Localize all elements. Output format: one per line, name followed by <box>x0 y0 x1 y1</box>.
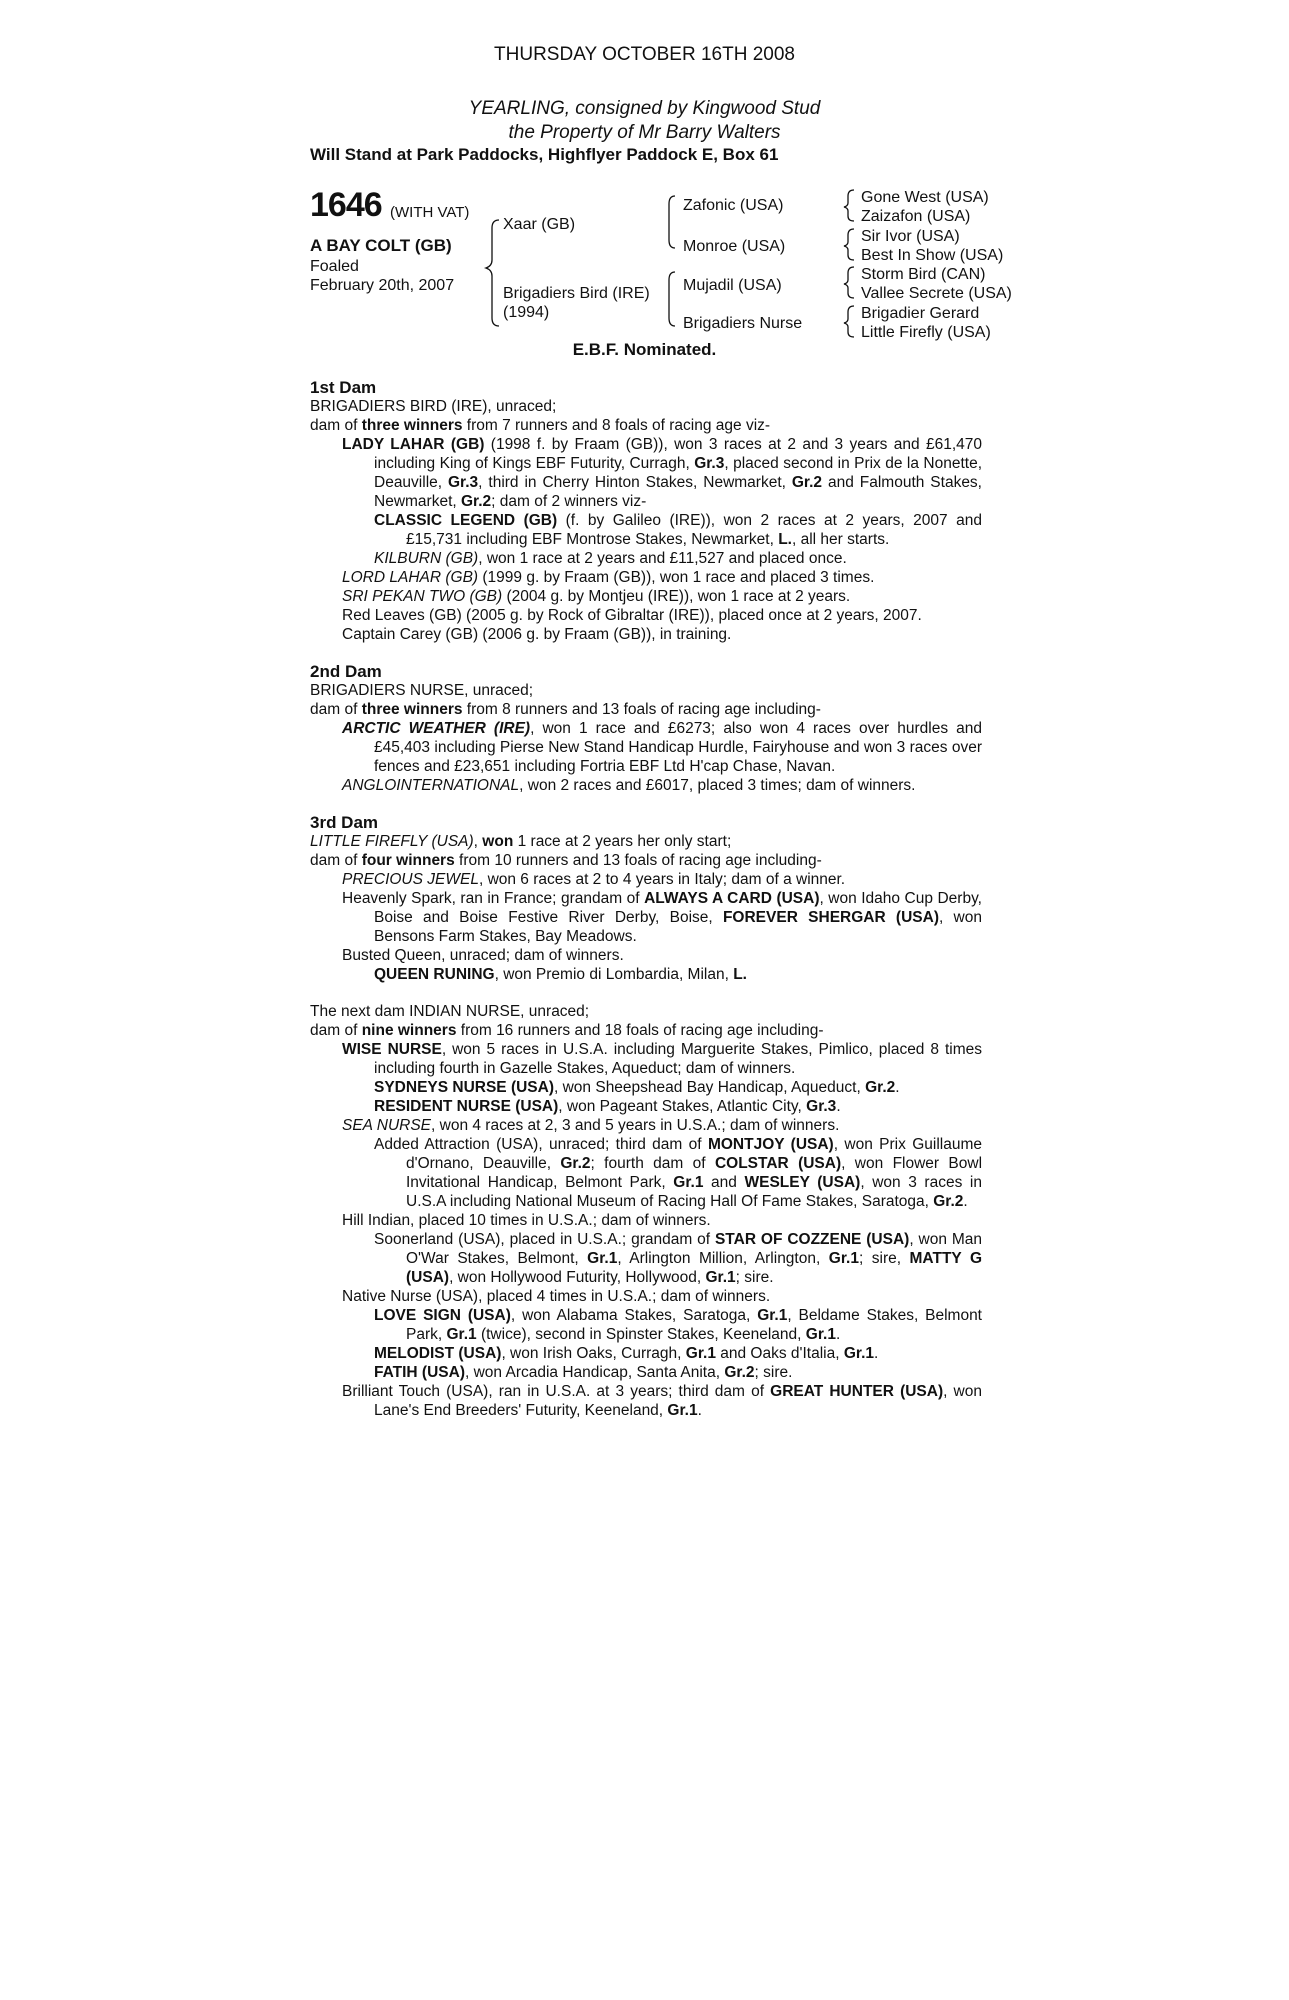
gg-3: Sir Ivor (USA) <box>861 228 960 245</box>
third-dam-heading: 3rd Dam <box>310 813 379 832</box>
vat-note: (WITH VAT) <box>390 204 470 221</box>
produce-entry: Soonerland (USA), placed in U.S.A.; grandam of STAR OF COZZENE (USA), won Man O'War Stakes, Belmont, Gr.1, Arlington Million, Arlington, Gr.1; sire, MATTY G (USA), won Hollywood Futurity, Hollywood, Gr.1; sire. <box>374 1231 983 1286</box>
produce-entry: MELODIST (USA), won Irish Oaks, Curragh, Gr.1 and Oaks d'Italia, Gr.1. <box>374 1345 879 1362</box>
gg-8: Little Firefly (USA) <box>861 324 991 341</box>
produce-entry: Native Nurse (USA), placed 4 times in U.S.A.; dam of winners. <box>342 1288 771 1305</box>
produce-entry: Brilliant Touch (USA), ran in U.S.A. at 3 years; third dam of GREAT HUNTER (USA), won Lane's End Breeders' Futurity, Keeneland, Gr.1. <box>342 1383 982 1419</box>
first-dam-heading: 1st Dam <box>310 378 377 397</box>
dam-sire: Mujadil (USA) <box>683 277 782 294</box>
dam-year: (1994) <box>503 304 550 321</box>
gg-5: Storm Bird (CAN) <box>861 266 986 283</box>
produce-entry: CLASSIC LEGEND (GB) (f. by Galileo (IRE)), won 2 races at 2 years, 2007 and £15,731 including EBF Montrose Stakes, Newmarket, L., all her starts. <box>374 512 982 548</box>
produce-entry: RESIDENT NURSE (USA), won Pageant Stakes, Atlantic City, Gr.3. <box>374 1098 841 1115</box>
pedigree-brackets <box>0 0 1289 360</box>
gg-6: Vallee Secrete (USA) <box>861 285 1012 302</box>
produce-record <box>310 378 982 1420</box>
produce-entry: Red Leaves (GB) (2005 g. by Rock of Gibraltar (IRE)), placed once at 2 years, 2007. <box>342 607 922 624</box>
gg-4: Best In Show (USA) <box>861 247 1004 264</box>
first-dam-summary: dam of three winners from 7 runners and 8 foals of racing age viz- <box>310 417 771 434</box>
foaled-date: February 20th, 2007 <box>310 277 455 294</box>
second-dam-heading: 2nd Dam <box>310 662 382 681</box>
third-dam-summary: dam of four winners from 10 runners and 13 foals of racing age including- <box>310 852 822 869</box>
produce-entry: Busted Queen, unraced; dam of winners. <box>342 947 624 964</box>
gg-2: Zaizafon (USA) <box>861 208 971 225</box>
second-dam-summary: dam of three winners from 8 runners and 13 foals of racing age including- <box>310 701 821 718</box>
lot-number: 1646 <box>310 186 382 224</box>
sire-dam: Monroe (USA) <box>683 238 786 255</box>
produce-entry: QUEEN RUNING, won Premio di Lombardia, Milan, L. <box>374 966 747 983</box>
produce-entry: Added Attraction (USA), unraced; third dam of MONTJOY (USA), won Prix Guillaume d'Ornano, Deauville, Gr.2; fourth dam of COLSTAR (USA), won Flower Bowl Invitational Handicap, Belmont Park, Gr.1 and WESLEY (USA), won 3 races in U.S.A including National Museum of Racing Hall Of Fame Stakes, Saratoga, Gr.2. <box>374 1136 983 1210</box>
location-line: Will Stand at Park Paddocks, Highflyer Paddock E, Box 61 <box>310 145 779 164</box>
produce-entry: SEA NURSE, won 4 races at 2, 3 and 5 years in U.S.A.; dam of winners. <box>342 1117 840 1134</box>
property-line: the Property of Mr Barry Walters <box>508 122 781 143</box>
ebf-note: E.B.F. Nominated. <box>572 340 717 359</box>
produce-entry: PRECIOUS JEWEL, won 6 races at 2 to 4 years in Italy; dam of a winner. <box>342 871 846 888</box>
produce-entry: ANGLOINTERNATIONAL, won 2 races and £6017, placed 3 times; dam of winners. <box>342 777 916 794</box>
produce-entry: FATIH (USA), won Arcadia Handicap, Santa Anita, Gr.2; sire. <box>374 1364 793 1381</box>
foaled-label: Foaled <box>310 258 359 275</box>
produce-entry: Hill Indian, placed 10 times in U.S.A.; dam of winners. <box>342 1212 711 1229</box>
sire-sire: Zafonic (USA) <box>683 197 784 214</box>
next-dam-summary: dam of nine winners from 16 runners and 18 foals of racing age including- <box>310 1022 824 1039</box>
produce-entry: KILBURN (GB), won 1 race at 2 years and £11,527 and placed once. <box>374 550 847 567</box>
produce-entry: ARCTIC WEATHER (IRE), won 1 race and £6273; also won 4 races over hurdles and £45,403 including Pierse New Stand Handicap Hurdle, Fairyhouse and won 3 races over fences and £23,651 including Fortria EBF Ltd H'cap Chase, Navan. <box>342 720 983 775</box>
produce-entry: LOVE SIGN (USA), won Alabama Stakes, Saratoga, Gr.1, Beldame Stakes, Belmont Park, Gr.1 (twice), second in Spinster Stakes, Keeneland, Gr.1. <box>374 1307 982 1343</box>
third-dam-name: LITTLE FIREFLY (USA), won 1 race at 2 years her only start; <box>310 833 732 850</box>
next-dam-name: The next dam INDIAN NURSE, unraced; <box>310 1003 590 1020</box>
sale-date: THURSDAY OCTOBER 16TH 2008 <box>494 44 795 65</box>
gg-1: Gone West (USA) <box>861 189 989 206</box>
dam-name: Brigadiers Bird (IRE) <box>503 285 650 302</box>
first-dam-name: BRIGADIERS BIRD (IRE), unraced; <box>310 398 557 415</box>
produce-entry: SRI PEKAN TWO (GB) (2004 g. by Montjeu (IRE)), won 1 race at 2 years. <box>342 588 851 605</box>
dam-dam: Brigadiers Nurse <box>683 315 803 332</box>
produce-entry: WISE NURSE, won 5 races in U.S.A. including Marguerite Stakes, Pimlico, placed 8 times including fourth in Gazelle Stakes, Aqueduct; dam of winners. <box>342 1041 983 1077</box>
lot-title: A BAY COLT (GB) <box>310 236 452 255</box>
produce-entry: Captain Carey (GB) (2006 g. by Fraam (GB)), in training. <box>342 626 732 643</box>
produce-entry: LORD LAHAR (GB) (1999 g. by Fraam (GB)), won 1 race and placed 3 times. <box>342 569 875 586</box>
consignor-line: YEARLING, consigned by Kingwood Stud <box>468 98 821 119</box>
second-dam-name: BRIGADIERS NURSE, unraced; <box>310 682 534 699</box>
sire: Xaar (GB) <box>503 216 576 233</box>
produce-entry: Heavenly Spark, ran in France; grandam of ALWAYS A CARD (USA), won Idaho Cup Derby, Boise and Boise Festive River Derby, Boise, FOREVER SHERGAR (USA), won Bensons Farm Stakes, Bay Meadows. <box>342 890 982 945</box>
produce-entry: LADY LAHAR (GB) (1998 f. by Fraam (GB)), won 3 races at 2 and 3 years and £61,470 including King of Kings EBF Futurity, Curragh, Gr.3, placed second in Prix de la Nonette, Deauville, Gr.3, third in Cherry Hinton Stakes, Newmarket, Gr.2 and Falmouth Stakes, Newmarket, Gr.2; dam of 2 winners viz- <box>342 436 983 510</box>
gg-7: Brigadier Gerard <box>861 305 980 322</box>
produce-entry: SYDNEYS NURSE (USA), won Sheepshead Bay Handicap, Aqueduct, Gr.2. <box>374 1079 900 1096</box>
